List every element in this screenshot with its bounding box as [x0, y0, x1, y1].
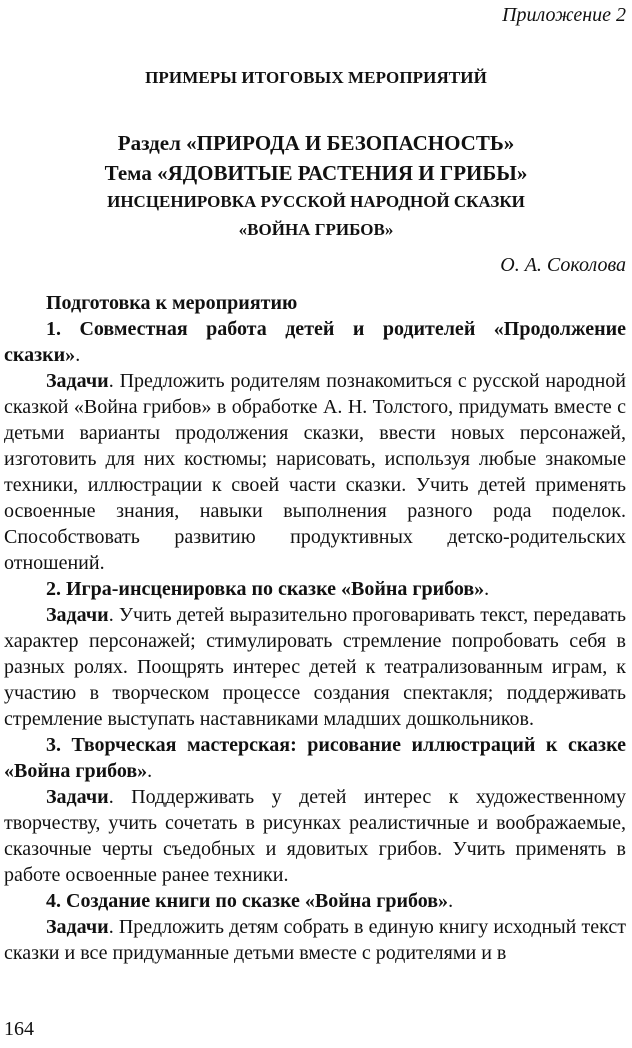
- item2-text: . Учить детей выразительно проговаривать текст, передавать характер персонажей; стимулировать стремление попробовать себя в разных ролях. Поощрять интерес детей к театрализованным играм, к участию в творческом процессе создания спектакля; поддерживать стремление выступать наставниками младших дошкольников.: [4, 604, 626, 730]
- staging-line: ИНСЦЕНИРОВКА РУССКОЙ НАРОДНОЙ СКАЗКИ: [107, 192, 525, 211]
- main-title: ПРИМЕРЫ ИТОГОВЫХ МЕРОПРИЯТИЙ: [145, 68, 487, 87]
- item2-heading: 2. Игра-инсценировка по сказке «Война грибов»: [46, 578, 485, 600]
- item1-heading-paragraph: [4, 316, 626, 368]
- item4-text: . Предложить детям собрать в единую книгу исходный текст сказки и все придуманные детьми вместе с родителями и в: [4, 916, 626, 964]
- item4-heading-paragraph: [4, 888, 626, 914]
- item4-heading: 4. Создание книги по сказке «Война грибов»: [46, 890, 449, 912]
- tasks-label: Задачи: [46, 370, 109, 392]
- section-line: Раздел «ПРИРОДА И БЕЗОПАСНОСТЬ»: [117, 131, 515, 155]
- item2-heading-end: .: [484, 578, 490, 600]
- tale-title-line: «ВОЙНА ГРИБОВ»: [238, 220, 394, 239]
- item3-text: . Поддерживать у детей интерес к художественному творчеству, учить сочетать в рисунках реалистичные и воображаемые, сказочные черты съедобных и ядовитых грибов. Учить применять в работе освоенные ранее техники.: [4, 786, 626, 886]
- item2-tasks-paragraph: [4, 602, 626, 732]
- prep-heading: Подготовка к мероприятию: [46, 292, 298, 314]
- item1-heading: 1. Совместная работа детей и родителей «Продолжение сказки»: [4, 318, 626, 366]
- item1-heading-end: .: [75, 344, 81, 366]
- tasks-label: Задачи: [46, 604, 109, 626]
- item1-tasks-paragraph: [4, 368, 626, 576]
- item4-tasks-paragraph: [4, 914, 626, 966]
- item3-heading: 3. Творческая мастерская: рисование иллюстраций к сказке «Война грибов»: [4, 734, 626, 782]
- topic-line: Тема «ЯДОВИТЫЕ РАСТЕНИЯ И ГРИБЫ»: [104, 161, 528, 185]
- appendix-label: Приложение 2: [502, 4, 626, 26]
- item3-heading-end: .: [147, 760, 153, 782]
- tasks-label: Задачи: [46, 786, 109, 808]
- item3-tasks-paragraph: [4, 784, 626, 888]
- section-heading: [0, 128, 632, 244]
- tasks-label: Задачи: [46, 916, 109, 938]
- body-text: [4, 290, 626, 966]
- item3-heading-paragraph: [4, 732, 626, 784]
- item1-text: . Предложить родителям познакомиться с русской народной сказкой «Война грибов» в обработке А. Н. Толстого, придумать вместе с детьми варианты продолжения сказки, ввести новых персонажей, изготовить для них костюмы; нарисовать, используя любые знакомые техники, иллюстрации к своей части сказки. Учить детей применять освоенные знания, навыки выполнения разного рода поделок. Способствовать развитию продуктивных детско-родительских отношений.: [4, 370, 626, 574]
- page-number: 164: [4, 1018, 34, 1040]
- item2-heading-paragraph: [4, 576, 626, 602]
- author: О. А. Соколова: [500, 254, 626, 276]
- item4-heading-end: .: [448, 890, 454, 912]
